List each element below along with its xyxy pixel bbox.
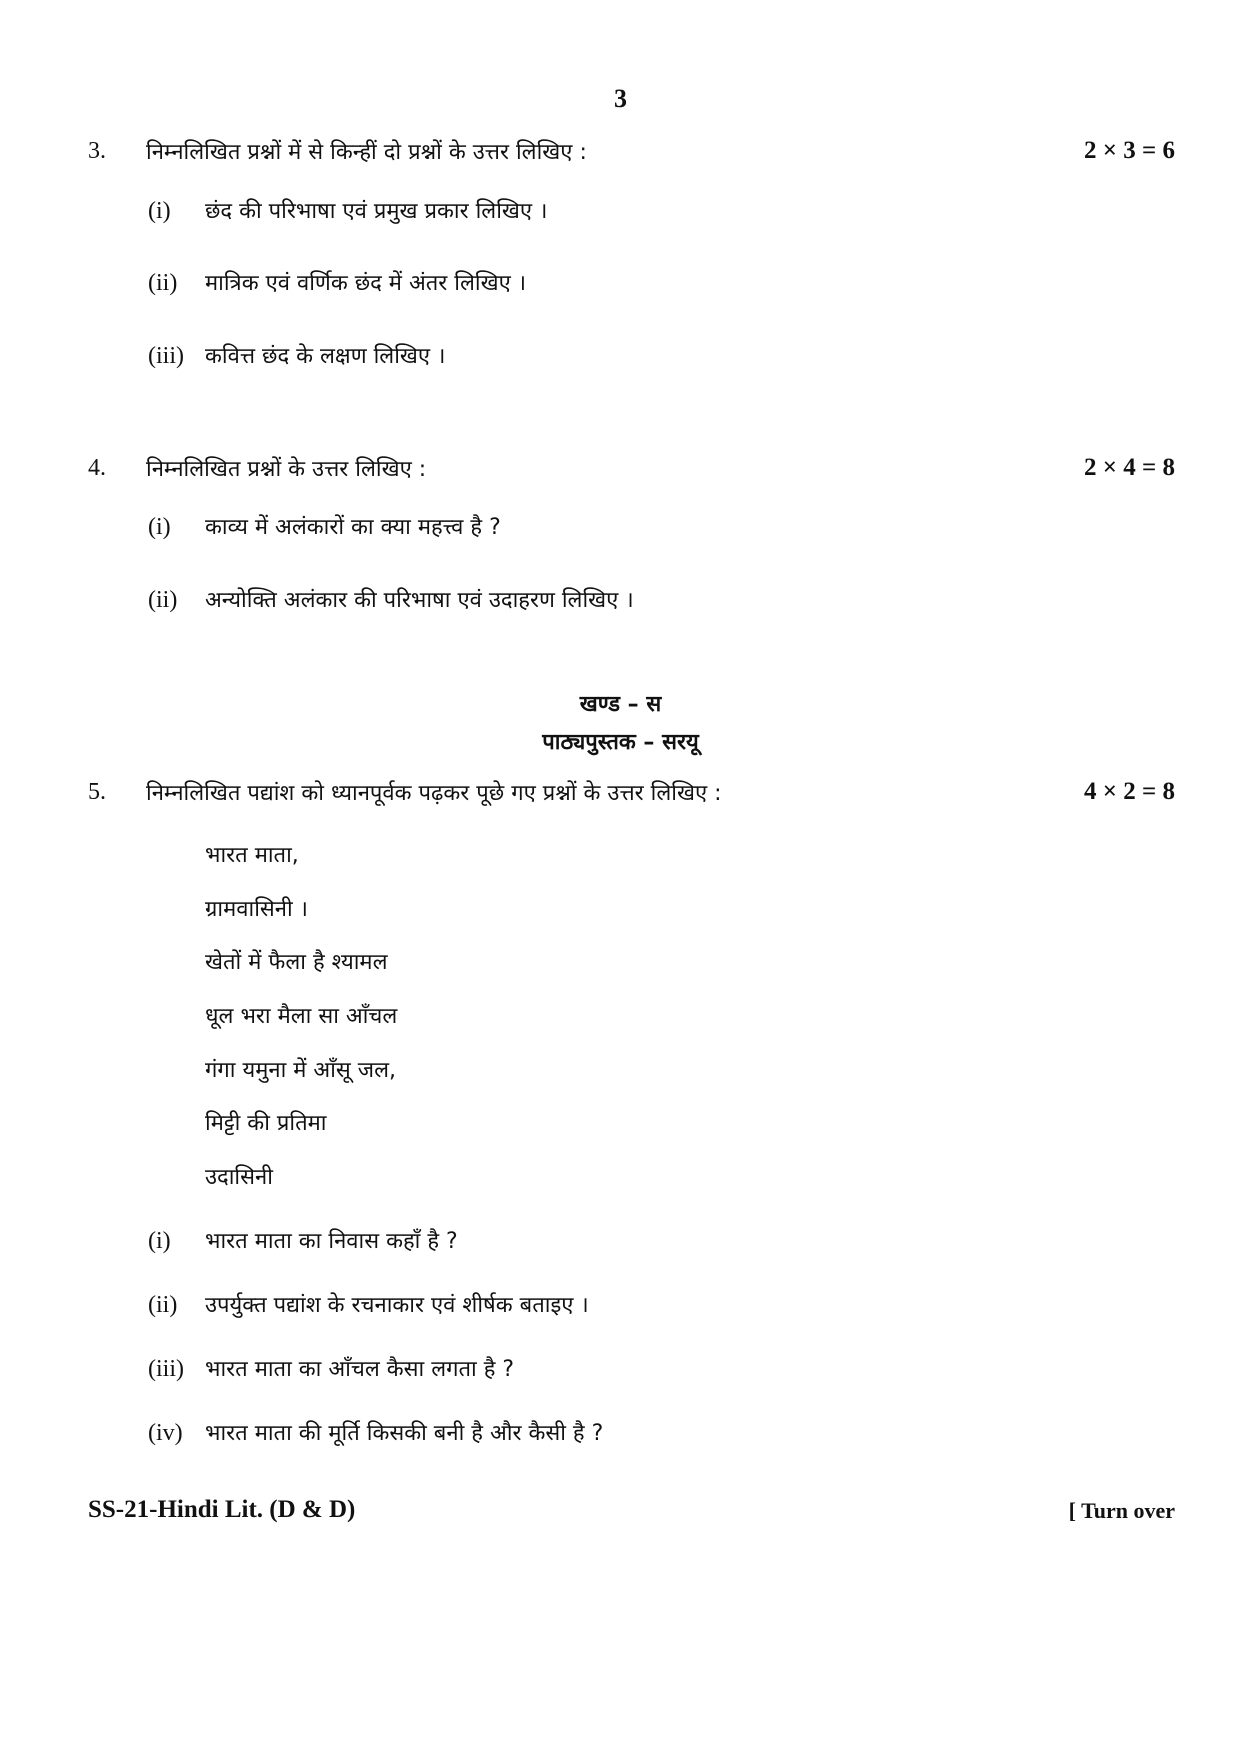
poem-line: उदासिनी	[205, 1165, 273, 1190]
section-subtitle: पाठ्यपुस्तक – सरयू	[542, 730, 699, 755]
footer-code: SS-21-Hindi Lit. (D & D)	[88, 1496, 356, 1523]
section-title: खण्ड – स	[579, 692, 662, 717]
poem-line: ग्रामवासिनी ।	[205, 897, 309, 922]
question-number: 5.	[88, 779, 106, 805]
question-number: 3.	[88, 138, 106, 164]
part-text: उपर्युक्त पद्यांश के रचनाकार एवं शीर्षक बताइए ।	[205, 1293, 589, 1318]
poem-line: धूल भरा मैला सा आँचल	[205, 1004, 398, 1029]
poem-line: मिट्टी की प्रतिमा	[205, 1111, 327, 1136]
part-label: (ii)	[148, 270, 178, 296]
part-label: (i)	[148, 514, 171, 540]
part-text: मात्रिक एवं वर्णिक छंद में अंतर लिखिए ।	[205, 271, 527, 296]
part-text: भारत माता की मूर्ति किसकी बनी है और कैसी है ?	[205, 1421, 604, 1446]
question-number: 4.	[88, 455, 106, 481]
poem-line: भारत माता,	[205, 843, 299, 868]
question-text: निम्नलिखित पद्यांश को ध्यानपूर्वक पढ़कर पूछे गए प्रश्नों के उत्तर लिखिए :	[146, 781, 722, 806]
part-label: (i)	[148, 1228, 171, 1254]
question-marks: 2 × 4 = 8	[1084, 454, 1175, 481]
page-number: 3	[614, 84, 627, 113]
part-text: अन्योक्ति अलंकार की परिभाषा एवं उदाहरण लिखिए ।	[205, 588, 634, 613]
part-label: (ii)	[148, 1292, 178, 1318]
part-label: (i)	[148, 198, 171, 224]
part-text: भारत माता का आँचल कैसा लगता है ?	[205, 1357, 515, 1382]
part-label: (iii)	[148, 1356, 184, 1382]
question-marks: 2 × 3 = 6	[1084, 137, 1175, 164]
poem-line: गंगा यमुना में आँसू जल,	[205, 1058, 397, 1083]
question-text: निम्नलिखित प्रश्नों के उत्तर लिखिए :	[146, 457, 427, 482]
part-label: (iv)	[148, 1420, 183, 1446]
turn-over: [ Turn over	[1068, 1498, 1175, 1523]
part-text: काव्य में अलंकारों का क्या महत्त्व है ?	[205, 515, 501, 540]
part-label: (ii)	[148, 587, 178, 613]
part-text: कवित्त छंद के लक्षण लिखिए ।	[205, 344, 446, 369]
poem-line: खेतों में फैला है श्यामल	[205, 950, 388, 975]
part-label: (iii)	[148, 343, 184, 369]
part-text: भारत माता का निवास कहाँ है ?	[205, 1229, 458, 1254]
question-marks: 4 × 2 = 8	[1084, 778, 1175, 805]
question-text: निम्नलिखित प्रश्नों में से किन्हीं दो प्रश्नों के उत्तर लिखिए :	[146, 140, 587, 165]
part-text: छंद की परिभाषा एवं प्रमुख प्रकार लिखिए ।	[205, 199, 548, 224]
